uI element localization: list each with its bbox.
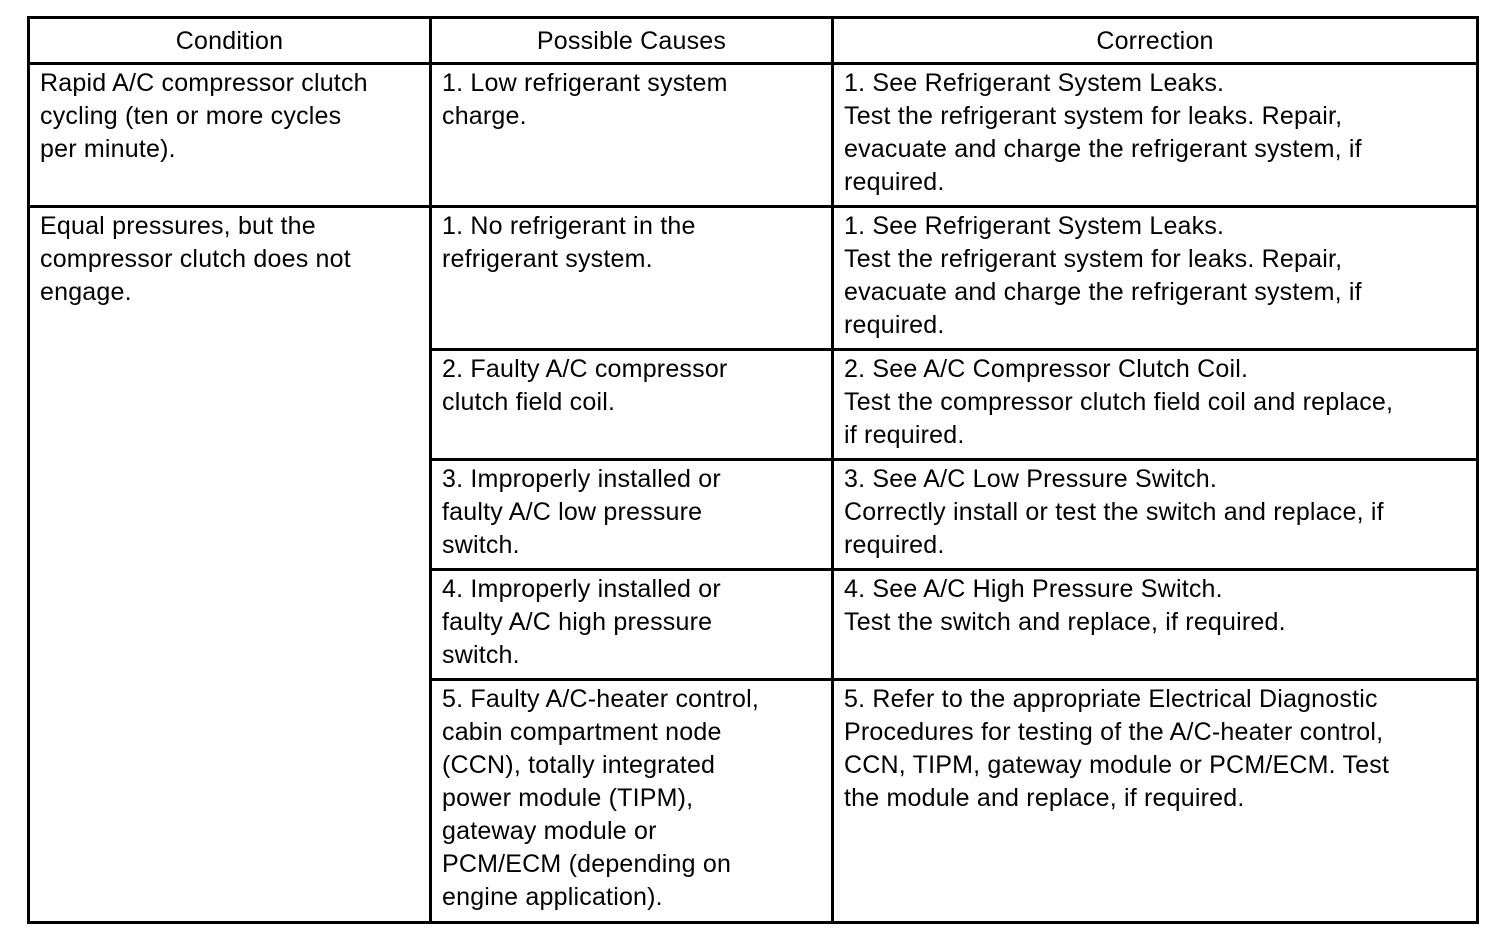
- cause-cell: [431, 64, 833, 207]
- header-correction: Correction: [833, 18, 1478, 64]
- correction-cell: [833, 350, 1478, 460]
- header-condition: Condition: [29, 18, 431, 64]
- condition-cell: [29, 207, 431, 923]
- correction-text: 2. See A/C Compressor Clutch Coil. Test the compressor clutch field coil and replace, if required.: [844, 355, 1394, 449]
- correction-cell: [833, 460, 1478, 570]
- cause-cell: [431, 570, 833, 680]
- diagnosis-table: [27, 16, 1479, 924]
- table-row: [29, 207, 1478, 350]
- correction-text: 1. See Refrigerant System Leaks. Test the refrigerant system for leaks. Repair, evacuate and charge the refrigerant system, if required.: [844, 212, 1362, 339]
- cause-text: 2. Faulty A/C compressor clutch field coil.: [442, 355, 728, 416]
- cause-text: 3. Improperly installed or faulty A/C low pressure switch.: [442, 465, 721, 559]
- cause-cell: [431, 207, 833, 350]
- cause-text: 5. Faulty A/C-heater control, cabin compartment node (CCN), totally integrated power module (TIPM), gateway module or PCM/ECM (depending on engine application).: [442, 685, 760, 911]
- header-row: [29, 18, 1478, 64]
- cause-cell: [431, 460, 833, 570]
- table-row: [29, 64, 1478, 207]
- correction-cell: [833, 680, 1478, 923]
- correction-cell: [833, 64, 1478, 207]
- cause-cell: [431, 680, 833, 923]
- correction-text: 4. See A/C High Pressure Switch. Test the switch and replace, if required.: [844, 575, 1286, 636]
- cause-text: 1. No refrigerant in the refrigerant system.: [442, 212, 696, 273]
- correction-text: 5. Refer to the appropriate Electrical Diagnostic Procedures for testing of the A/C-heater control, CCN, TIPM, gateway module or PCM/ECM. Test the module and replace, if required.: [844, 685, 1390, 812]
- header-possible-causes: Possible Causes: [431, 18, 833, 64]
- correction-cell: [833, 570, 1478, 680]
- correction-text: 1. See Refrigerant System Leaks. Test the refrigerant system for leaks. Repair, evacuate and charge the refrigerant system, if required.: [844, 69, 1362, 196]
- cause-text: 1. Low refrigerant system charge.: [442, 69, 728, 130]
- cause-text: 4. Improperly installed or faulty A/C high pressure switch.: [442, 575, 721, 669]
- condition-text: Equal pressures, but the compressor clutch does not engage.: [40, 212, 351, 306]
- condition-cell: [29, 64, 431, 207]
- condition-text: Rapid A/C compressor clutch cycling (ten or more cycles per minute).: [40, 69, 368, 163]
- correction-text: 3. See A/C Low Pressure Switch. Correctly install or test the switch and replace, if required.: [844, 465, 1384, 559]
- cause-cell: [431, 350, 833, 460]
- correction-cell: [833, 207, 1478, 350]
